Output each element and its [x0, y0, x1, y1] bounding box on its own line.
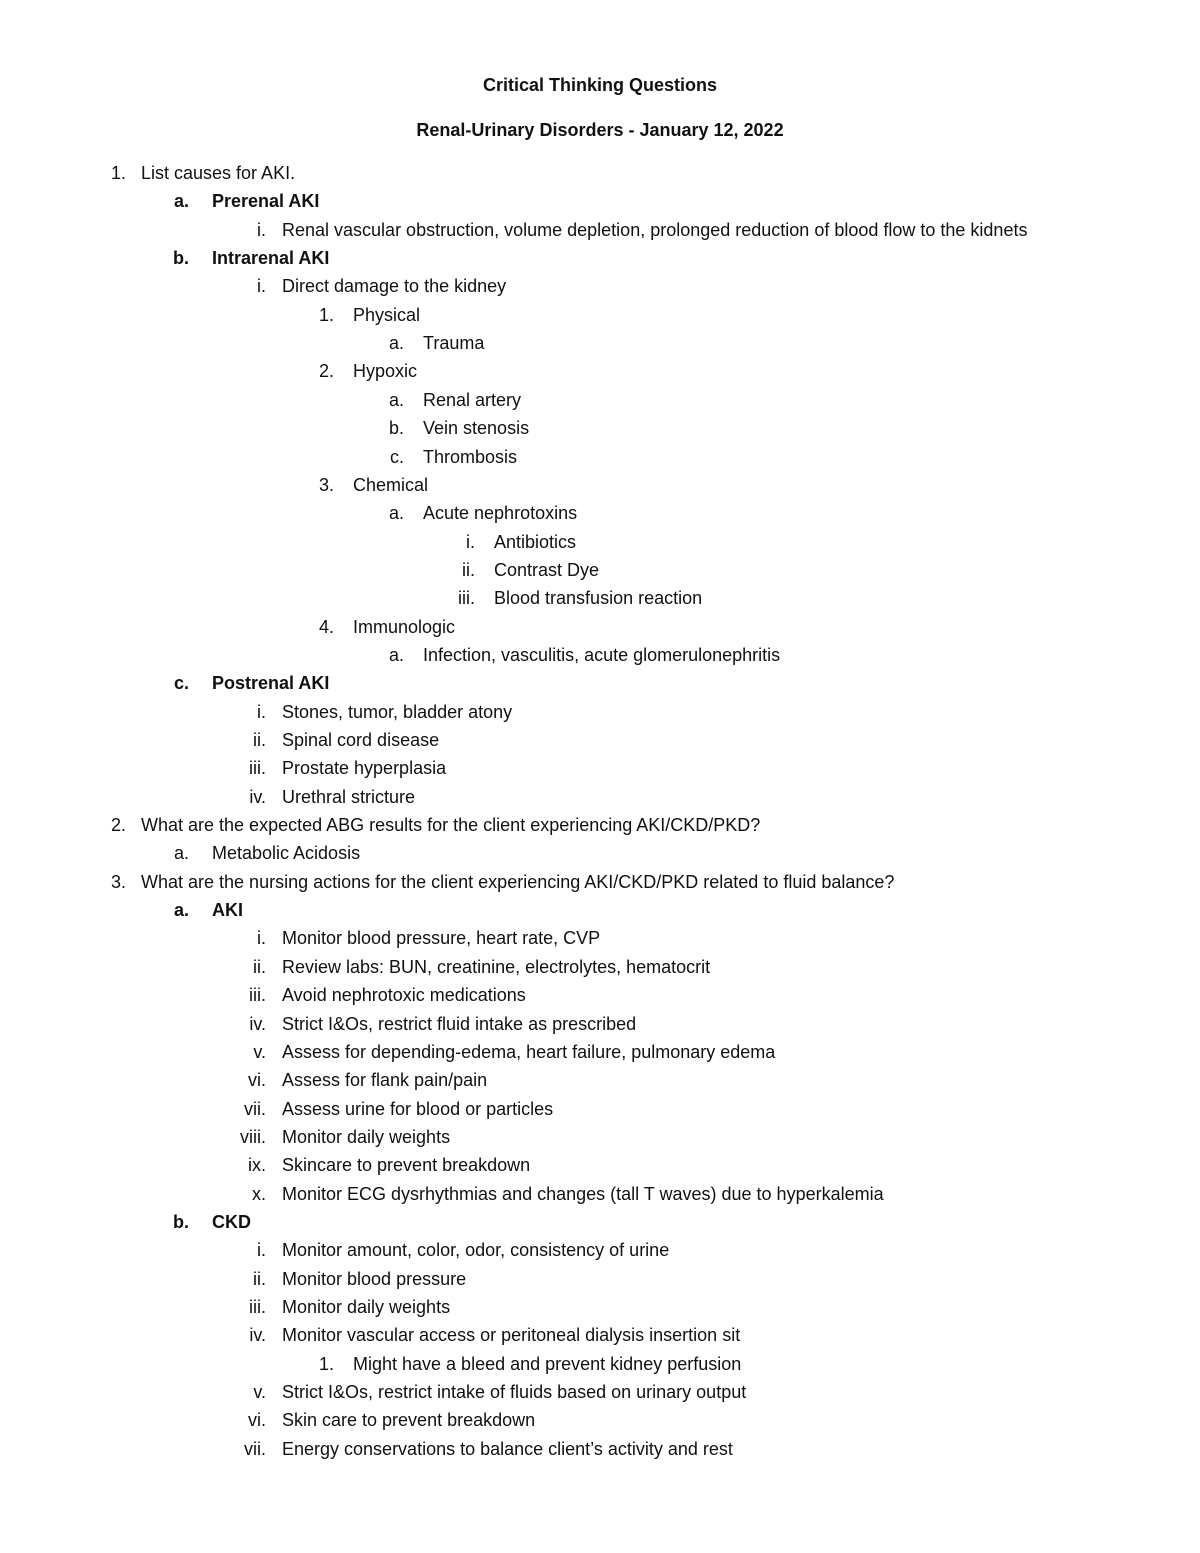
outline-item [0, 642, 1200, 668]
outline-item-marker: a. [173, 843, 189, 864]
outline-item-text: Physical [353, 304, 421, 325]
outline-item-marker: iii. [249, 985, 266, 1006]
outline-item-marker: 2. [318, 361, 334, 382]
outline-item-marker: 1. [318, 1353, 334, 1374]
outline-item-marker: i. [257, 219, 266, 240]
outline-item [0, 1294, 1200, 1320]
outline-item [0, 727, 1200, 753]
outline-item-marker: i. [466, 531, 475, 552]
outline-item-marker: i. [257, 701, 266, 722]
outline-item-marker: viii. [240, 1126, 266, 1147]
outline-item [0, 1209, 1200, 1235]
outline-item-text: Direct damage to the kidney [282, 276, 507, 297]
outline-item-text: Immunologic [353, 616, 456, 637]
outline-item-text: Skin care to prevent breakdown [282, 1410, 536, 1431]
outline-item-text: Strict I&Os, restrict fluid intake as prescribed [282, 1013, 637, 1034]
outline-item [0, 925, 1200, 951]
outline-item-text: Review labs: BUN, creatinine, electrolytes, hematocrit [282, 956, 711, 977]
outline-item-text: Hypoxic [353, 361, 418, 382]
outline-item-text: Vein stenosis [423, 418, 530, 439]
outline-item [0, 614, 1200, 640]
outline-item-marker: b. [173, 248, 189, 269]
outline-item-text: Monitor amount, color, odor, consistency of urine [282, 1240, 670, 1261]
outline-item [0, 358, 1200, 384]
outline-item-text: Metabolic Acidosis [212, 843, 361, 864]
outline-item [0, 387, 1200, 413]
outline-item-text: Renal artery [423, 389, 522, 410]
outline-item [0, 1407, 1200, 1433]
outline-item-text: Chemical [353, 474, 429, 495]
outline-item [0, 1436, 1200, 1462]
outline-item-marker: 3. [318, 474, 334, 495]
outline-item [0, 1011, 1200, 1037]
outline-item-text: Assess urine for blood or particles [282, 1098, 554, 1119]
outline-item-text: Stones, tumor, bladder atony [282, 701, 513, 722]
outline-item-marker: i. [257, 1240, 266, 1261]
outline-item-text: Contrast Dye [494, 559, 600, 580]
outline-item-marker: vi. [248, 1410, 266, 1431]
outline-item [0, 869, 1200, 895]
outline-item-marker: vi. [248, 1070, 266, 1091]
outline-item [0, 160, 1200, 186]
outline-item [0, 500, 1200, 526]
outline-item-text: Monitor blood pressure [282, 1268, 467, 1289]
outline-item [0, 1322, 1200, 1348]
outline-item-text: Monitor blood pressure, heart rate, CVP [282, 928, 601, 949]
outline-item-marker: v. [253, 1382, 266, 1403]
outline-item-text: Blood transfusion reaction [494, 588, 703, 609]
outline-item-marker: v. [253, 1041, 266, 1062]
outline-item-marker: a. [388, 644, 404, 665]
outline-item-text: Spinal cord disease [282, 730, 440, 750]
outline-item [0, 1124, 1200, 1150]
outline-item [0, 1379, 1200, 1405]
outline-item [0, 302, 1200, 328]
outline-item-marker: 3. [110, 871, 126, 892]
outline-item [0, 954, 1200, 980]
outline-item-marker: 2. [110, 815, 126, 836]
outline-item [0, 188, 1200, 214]
outline-item [0, 557, 1200, 583]
outline-item [0, 330, 1200, 356]
outline-item-text: Antibiotics [494, 531, 577, 552]
outline-item [0, 982, 1200, 1008]
outline-item-marker: a. [388, 503, 404, 524]
outline-item-marker: c. [173, 673, 189, 694]
outline-item [0, 699, 1200, 725]
outline-item-marker: iv. [249, 1013, 266, 1034]
outline-item [0, 472, 1200, 498]
outline-item [0, 529, 1200, 555]
outline-item-text: CKD [212, 1211, 251, 1232]
outline-item-marker: a. [173, 191, 189, 212]
outline-item-marker: i. [257, 276, 266, 297]
outline-item-marker: x. [251, 1183, 266, 1204]
outline-item [0, 784, 1200, 810]
outline-item [0, 1181, 1200, 1207]
outline-item [0, 415, 1200, 441]
outline-item-text: What are the nursing actions for the client experiencing AKI/CKD/PKD related to fluid balance? [141, 871, 895, 892]
outline-item-marker: b. [388, 418, 404, 439]
outline-item [0, 1039, 1200, 1065]
outline-item-text: Urethral stricture [282, 786, 416, 807]
outline-item [0, 1351, 1200, 1377]
outline-item-text: Avoid nephrotoxic medications [282, 985, 526, 1006]
outline-item-marker: iv. [249, 1325, 266, 1346]
outline-item-text: Energy conservations to balance client’s activity and rest [282, 1438, 733, 1459]
outline-item-marker: i. [257, 928, 266, 949]
outline-item [0, 755, 1200, 781]
outline-item [0, 670, 1200, 696]
outline-item-marker: iii. [249, 758, 266, 779]
document-title: Critical Thinking Questions [482, 75, 718, 95]
outline-item-marker: c. [389, 446, 404, 467]
outline-item-text: Prostate hyperplasia [282, 758, 447, 779]
outline-item-text: Assess for depending-edema, heart failure, pulmonary edema [282, 1041, 776, 1062]
outline-item [0, 1237, 1200, 1263]
outline-item-text: Intrarenal AKI [212, 248, 330, 269]
outline-item-text: Monitor vascular access or peritoneal dialysis insertion sit [282, 1325, 741, 1346]
outline-item [0, 840, 1200, 866]
outline-item [0, 1152, 1200, 1178]
outline-item [0, 1266, 1200, 1292]
outline-item [0, 245, 1200, 271]
outline-item-marker: b. [173, 1211, 189, 1232]
outline-item-marker: iii. [249, 1297, 266, 1317]
outline-item-marker: 1. [318, 304, 334, 325]
outline-item-marker: a. [388, 389, 404, 410]
outline-item-text: Renal vascular obstruction, volume depletion, prolonged reduction of blood flow to the kidnets [282, 219, 1028, 240]
outline-item [0, 585, 1200, 611]
outline-item-marker: ix. [248, 1155, 266, 1176]
outline-item-text: Monitor ECG dysrhythmias and changes (tall T waves) due to hyperkalemia [282, 1183, 884, 1204]
outline-item-marker: vii. [244, 1438, 266, 1459]
outline-item [0, 1067, 1200, 1093]
document-subtitle: Renal-Urinary Disorders - January 12, 2022 [416, 120, 784, 140]
outline-item [0, 444, 1200, 470]
outline-item-text: AKI [212, 900, 243, 921]
outline-item-text: Monitor daily weights [282, 1126, 451, 1147]
outline-item [0, 217, 1200, 243]
outline-item-text: Postrenal AKI [212, 673, 330, 694]
outline-item-marker: iii. [458, 588, 475, 609]
outline-item-text: Prerenal AKI [212, 191, 320, 212]
outline-item-text: Trauma [423, 333, 485, 354]
outline-item-text: Infection, vasculitis, acute glomerulonephritis [423, 644, 781, 665]
outline-item-marker: ii. [253, 730, 266, 750]
outline-item-text: Skincare to prevent breakdown [282, 1155, 531, 1176]
outline-item-marker: iv. [249, 786, 266, 807]
outline-item-marker: ii. [253, 956, 266, 977]
outline-item [0, 1096, 1200, 1122]
outline-item-marker: a. [173, 900, 189, 921]
outline-item [0, 812, 1200, 838]
outline-item-text: List causes for AKI. [141, 163, 296, 183]
outline-item-text: Monitor daily weights [282, 1297, 451, 1317]
outline-item [0, 897, 1200, 923]
outline-item [0, 273, 1200, 299]
outline-item-marker: 1. [110, 163, 126, 183]
outline-item-marker: ii. [253, 1268, 266, 1289]
outline-item-marker: 4. [318, 616, 334, 637]
outline-item-marker: vii. [244, 1098, 266, 1119]
outline-item-text: Thrombosis [423, 446, 518, 467]
outline-item-text: Acute nephrotoxins [423, 503, 578, 524]
outline-item-text: Assess for flank pain/pain [282, 1070, 488, 1091]
outline-item-text: Might have a bleed and prevent kidney perfusion [353, 1353, 742, 1374]
outline-item-marker: ii. [462, 559, 475, 580]
outline-item-text: Strict I&Os, restrict intake of fluids based on urinary output [282, 1382, 747, 1403]
outline-item-text: What are the expected ABG results for the client experiencing AKI/CKD/PKD? [141, 815, 761, 836]
outline-item-marker: a. [388, 333, 404, 354]
